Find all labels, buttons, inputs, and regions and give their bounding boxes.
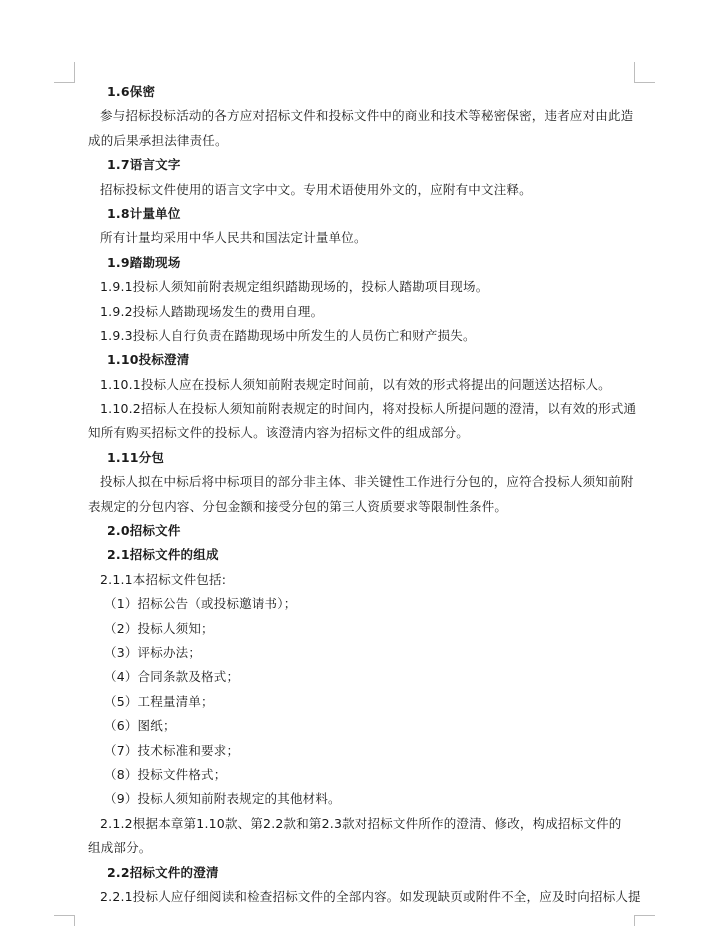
section-heading: 1.11分包 xyxy=(107,449,165,465)
crop-mark-bottom-right xyxy=(634,915,655,926)
paragraph-line: 知所有购买招标文件的投标人。该澄清内容为招标文件的组成部分。 xyxy=(88,425,470,441)
paragraph-line: 1.10.1投标人应在投标人须知前附表规定时间前，以有效的形式将提出的问题送达招标人。 xyxy=(100,376,611,392)
section-heading: 1.8计量单位 xyxy=(107,205,181,221)
list-item: （8）投标文件格式； xyxy=(104,766,227,782)
paragraph-line: 1.10.2招标人在投标人须知前附表规定的时间内，将对投标人所提问题的澄清，以有效的形式通 xyxy=(100,401,637,417)
paragraph-line: 投标人拟在中标后将中标项目的部分非主体、非关键性工作进行分包的，应符合投标人须知前附 xyxy=(100,474,634,490)
list-item: （7）技术标准和要求； xyxy=(104,742,240,758)
paragraph-line: 1.9.2投标人踏勘现场发生的费用自理。 xyxy=(100,303,324,319)
list-item: （4）合同条款及格式； xyxy=(104,669,240,685)
section-heading: 1.7语言文字 xyxy=(107,157,181,173)
paragraph-line: 招标投标文件使用的语言文字中文。专用术语使用外文的，应附有中文注释。 xyxy=(100,181,532,197)
list-item: （6）图纸； xyxy=(104,718,176,734)
section-heading: 2.2招标文件的澄清 xyxy=(107,864,219,880)
paragraph-line: 成的后果承担法律责任。 xyxy=(88,132,228,148)
section-heading: 1.10投标澄清 xyxy=(107,352,190,368)
paragraph-line: 1.9.3投标人自行负责在踏勘现场中所发生的人员伤亡和财产损失。 xyxy=(100,327,476,343)
section-heading: 2.1招标文件的组成 xyxy=(107,547,219,563)
paragraph-line: 2.1.2根据本章第1.10款、第2.2款和第2.3款对招标文件所作的澄清、修改，构成招标文件的 xyxy=(100,815,622,831)
paragraph-line: 1.9.1投标人须知前附表规定组织踏勘现场的，投标人踏勘项目现场。 xyxy=(100,279,489,295)
list-item: （2）投标人须知； xyxy=(104,620,214,636)
crop-mark-top-left xyxy=(54,62,75,83)
section-heading: 2.0招标文件 xyxy=(107,523,181,539)
paragraph-line: 组成部分。 xyxy=(88,840,152,856)
section-heading: 1.6保密 xyxy=(107,84,156,99)
section-heading: 1.9踏勘现场 xyxy=(107,254,181,270)
document-body xyxy=(88,80,640,909)
paragraph-line: 参与招标投标活动的各方应对招标文件和投标文件中的商业和技术等秘密保密，违者应对由此造 xyxy=(100,108,634,124)
paragraph-line: 所有计量均采用中华人民共和国法定计量单位。 xyxy=(100,230,367,246)
paragraph-line: 2.2.1投标人应仔细阅读和检查招标文件的全部内容。如发现缺页或附件不全，应及时向招标人提 xyxy=(100,888,641,904)
crop-mark-bottom-left xyxy=(54,915,75,926)
list-item: （3）评标办法； xyxy=(104,644,202,660)
paragraph-line: 2.1.1本招标文件包括: xyxy=(100,571,227,587)
list-item: （1）招标公告（或投标邀请书）； xyxy=(104,596,297,612)
paragraph-line: 表规定的分包内容、分包金额和接受分包的第三人资质要求等限制性条件。 xyxy=(88,498,508,514)
list-item: （9）投标人须知前附表规定的其他材料。 xyxy=(104,791,341,807)
list-item: （5）工程量清单； xyxy=(104,693,214,709)
